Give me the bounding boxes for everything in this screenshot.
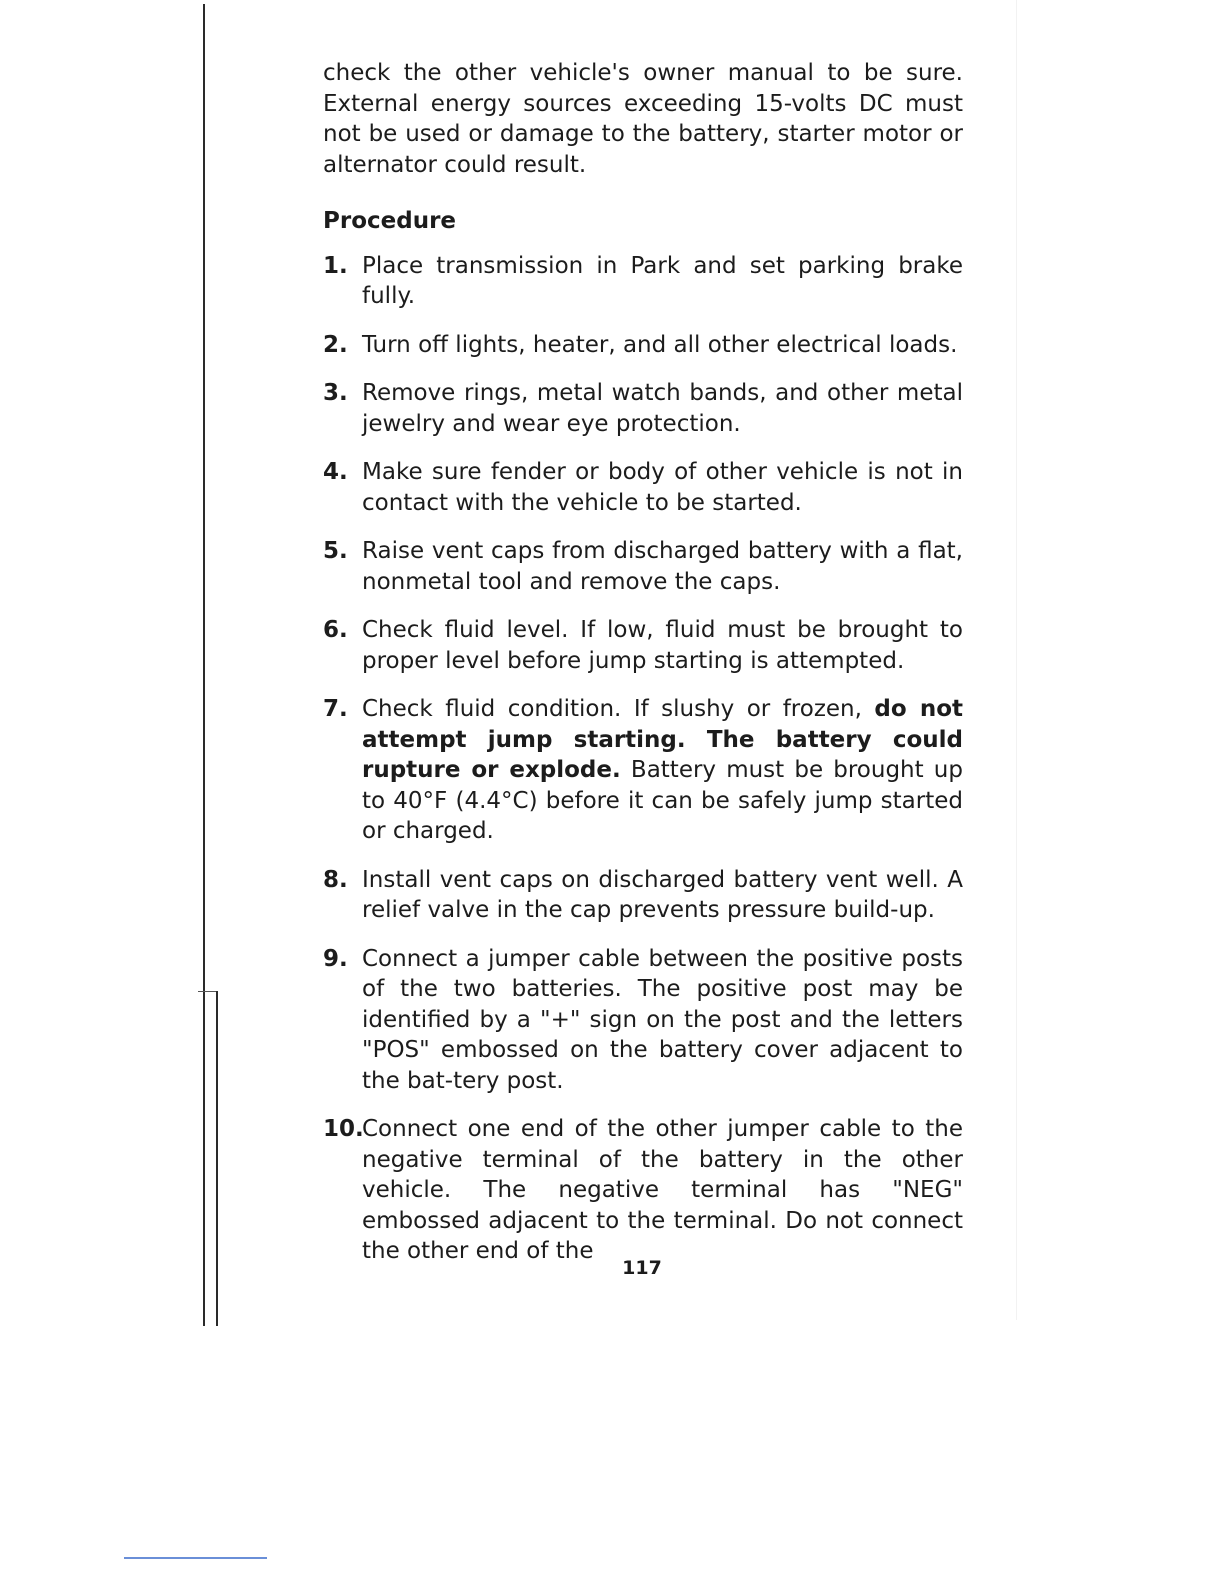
- procedure-steps: [323, 251, 963, 1267]
- step-text: Remove rings, metal watch bands, and other metal jewelry and wear eye protection.: [362, 380, 963, 437]
- procedure-step-2: [323, 330, 963, 361]
- intro-paragraph: check the other vehicle's owner manual to be sure. External energy sources exceeding 15-volts DC must not be used or damage to the battery, starter motor or alternator could result.: [323, 60, 963, 178]
- step-number: 9.: [323, 945, 348, 972]
- procedure-step-4: [323, 457, 963, 518]
- step-text: Check fluid condition. If slushy or frozen,: [362, 696, 875, 722]
- scan-edge-shadow: [1016, 0, 1017, 1320]
- step-number: 5.: [323, 538, 348, 564]
- procedure-step-9: [323, 944, 963, 1097]
- procedure-step-6: [323, 615, 963, 676]
- binding-edge-line: [203, 4, 205, 1326]
- step-text: Connect a jumper cable between the positive posts of the two batteries. The positive post may be identified by a "+" sign on the post and the letters "POS" embossed on the battery cover adjacent to the bat-tery post.: [362, 945, 963, 1094]
- procedure-step-5: [323, 536, 963, 597]
- bottom-edge-rule: [124, 1557, 267, 1559]
- step-text: Place transmission in Park and set parking brake fully.: [362, 252, 963, 309]
- binding-edge-tick: [198, 991, 218, 992]
- step-number: 3.: [323, 380, 348, 406]
- step-warning-text: do not attempt jump starting. The battery could rupture or explode.: [362, 696, 963, 783]
- step-number: 10.: [323, 1116, 364, 1142]
- step-text-continued: Battery must be brought up to 40°F (4.4°C) before it can be safely jump started or charged.: [362, 757, 963, 844]
- step-number: 8.: [323, 866, 348, 893]
- procedure-step-8: [323, 865, 963, 926]
- procedure-step-10: [323, 1114, 963, 1267]
- step-number: 2.: [323, 331, 348, 358]
- step-number: 1.: [323, 252, 348, 279]
- step-text: Connect one end of the other jumper cable to the negative terminal of the battery in the other vehicle. The negative terminal has "NEG" embossed adjacent to the terminal. Do not connect the other end of the: [362, 1116, 963, 1264]
- procedure-step-3: [323, 378, 963, 439]
- manual-page-body: [323, 58, 963, 1285]
- page-number: 117: [622, 1257, 662, 1279]
- step-number: 7.: [323, 696, 348, 722]
- procedure-step-7: [323, 694, 963, 847]
- procedure-step-1: [323, 251, 963, 312]
- step-number: 4.: [323, 459, 348, 485]
- step-number: 6.: [323, 617, 348, 643]
- step-text: Raise vent caps from discharged battery with a flat, nonmetal tool and remove the caps.: [362, 538, 963, 595]
- step-text: Check fluid level. If low, fluid must be brought to proper level before jump starting is attempted.: [362, 617, 963, 674]
- step-text: Turn off lights, heater, and all other electrical loads.: [362, 331, 958, 358]
- step-text: Make sure fender or body of other vehicle is not in contact with the vehicle to be started.: [362, 459, 963, 516]
- section-heading: Procedure: [323, 208, 457, 234]
- step-text: Install vent caps on discharged battery vent well. A relief valve in the cap prevents pressure build-up.: [362, 866, 963, 923]
